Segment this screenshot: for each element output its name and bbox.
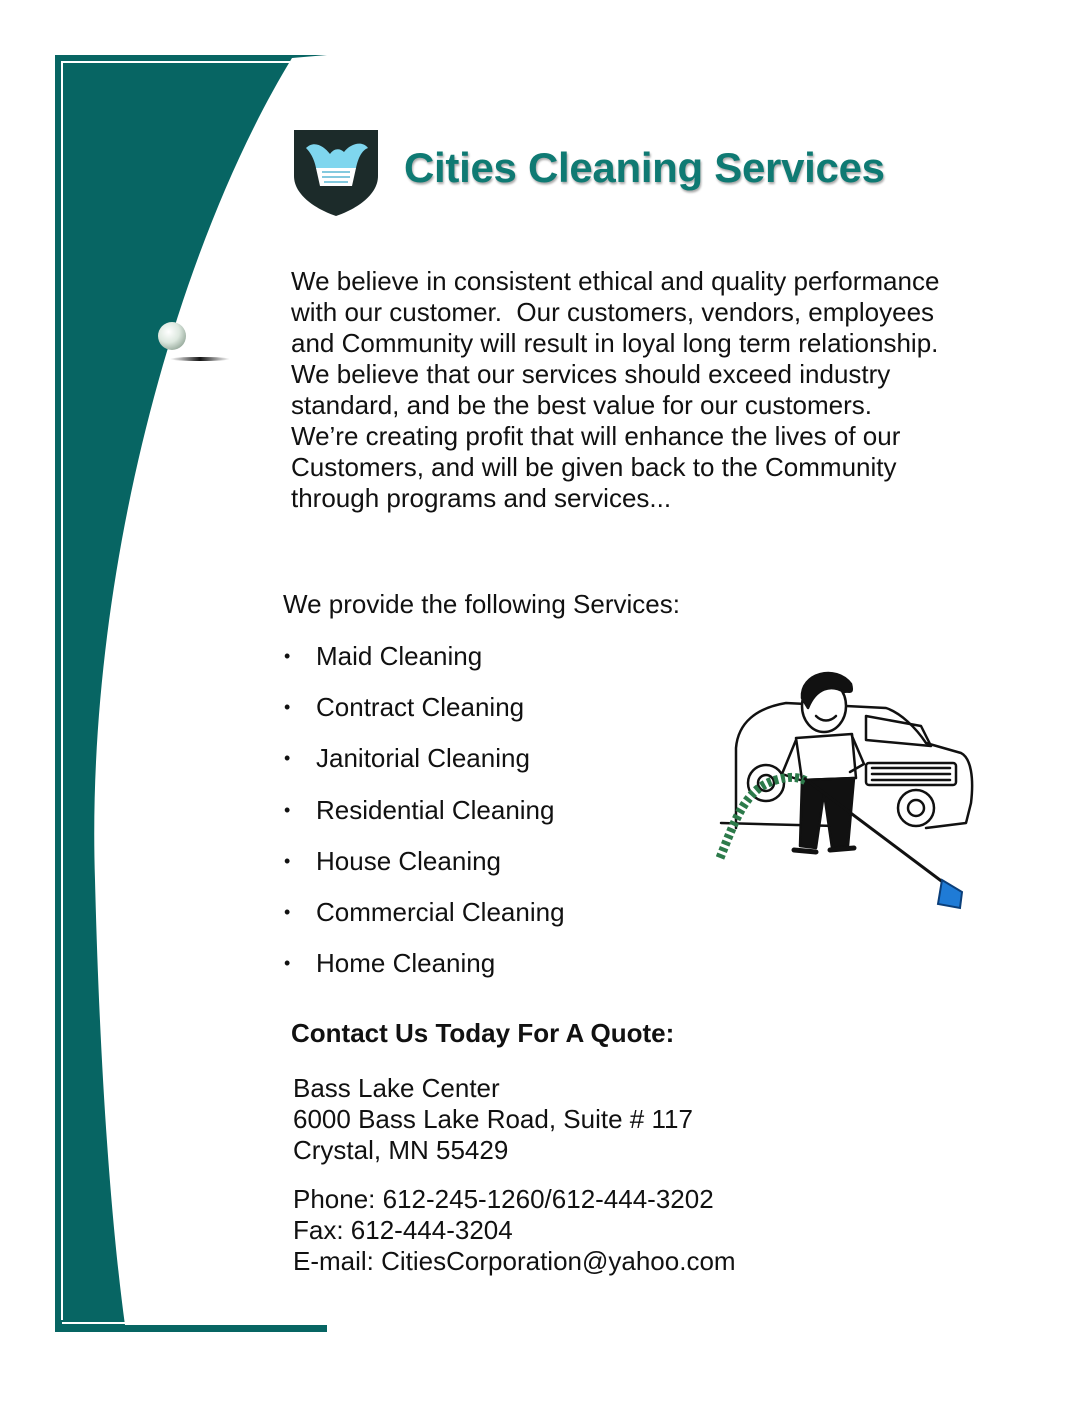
bullet: • [284, 646, 291, 666]
address-line: Bass Lake Center [293, 1073, 500, 1103]
service-label: House Cleaning [316, 845, 502, 876]
service-label: Home Cleaning [316, 948, 496, 979]
address-line: 6000 Bass Lake Road, Suite # 117 [293, 1104, 693, 1134]
service-label: Maid Cleaning [316, 641, 483, 671]
contact-details [293, 1184, 736, 1277]
intro-line: We believe that our services should exceed industry [291, 359, 891, 389]
service-label: Commercial Cleaning [316, 896, 565, 927]
contact-heading: Contact Us Today For A Quote: [291, 1018, 675, 1048]
bullet: • [284, 901, 291, 922]
intro-line: We believe in consistent ethical and quality performance [291, 266, 940, 296]
intro-line: through programs and services... [291, 483, 672, 513]
panel-bottom-bar [55, 1325, 327, 1332]
services-heading: We provide the following Services: [283, 589, 680, 619]
bullet: • [284, 697, 291, 718]
address-line: Crystal, MN 55429 [293, 1135, 509, 1165]
bullet: • [284, 953, 291, 974]
phone-number: Phone: 612-245-1260/612-444-3202 [293, 1184, 714, 1214]
panel-bottom-rule [62, 1322, 327, 1324]
intro-line: We’re creating profit that will enhance the lives of our [291, 421, 901, 451]
list-item [283, 896, 565, 947]
services-list [283, 640, 565, 998]
intro-line: Customers, and will be given back to the Community [291, 452, 897, 482]
intro-line: standard, and be the best value for our customers. [291, 390, 873, 420]
list-item [283, 794, 565, 845]
list-item [283, 845, 565, 896]
fax-number: Fax: 612-444-3204 [293, 1215, 513, 1245]
service-label: Contract Cleaning [316, 692, 525, 723]
carpet-cleaner-man-icon [716, 668, 976, 918]
eagle-shield-icon [292, 128, 380, 218]
bullet: • [284, 799, 291, 820]
intro-paragraph [291, 266, 1031, 514]
bullet: • [284, 850, 291, 871]
page-title: Cities Cleaning Services [404, 144, 885, 191]
service-label: Janitorial Cleaning [316, 743, 530, 774]
list-item [283, 691, 565, 742]
address-block [293, 1073, 693, 1166]
ornament-shadow [170, 357, 230, 361]
bullet: • [284, 748, 291, 769]
intro-line: and Community will result in loyal long term relationship. [291, 328, 939, 358]
intro-line: with our customer. Our customers, vendors, employees [291, 297, 935, 327]
list-item [283, 947, 565, 998]
service-label: Residential Cleaning [316, 794, 555, 825]
pearl-ornament [158, 322, 186, 350]
list-item [283, 742, 565, 793]
list-item [283, 640, 565, 691]
email-address: E-mail: CitiesCorporation@yahoo.com [293, 1246, 736, 1276]
